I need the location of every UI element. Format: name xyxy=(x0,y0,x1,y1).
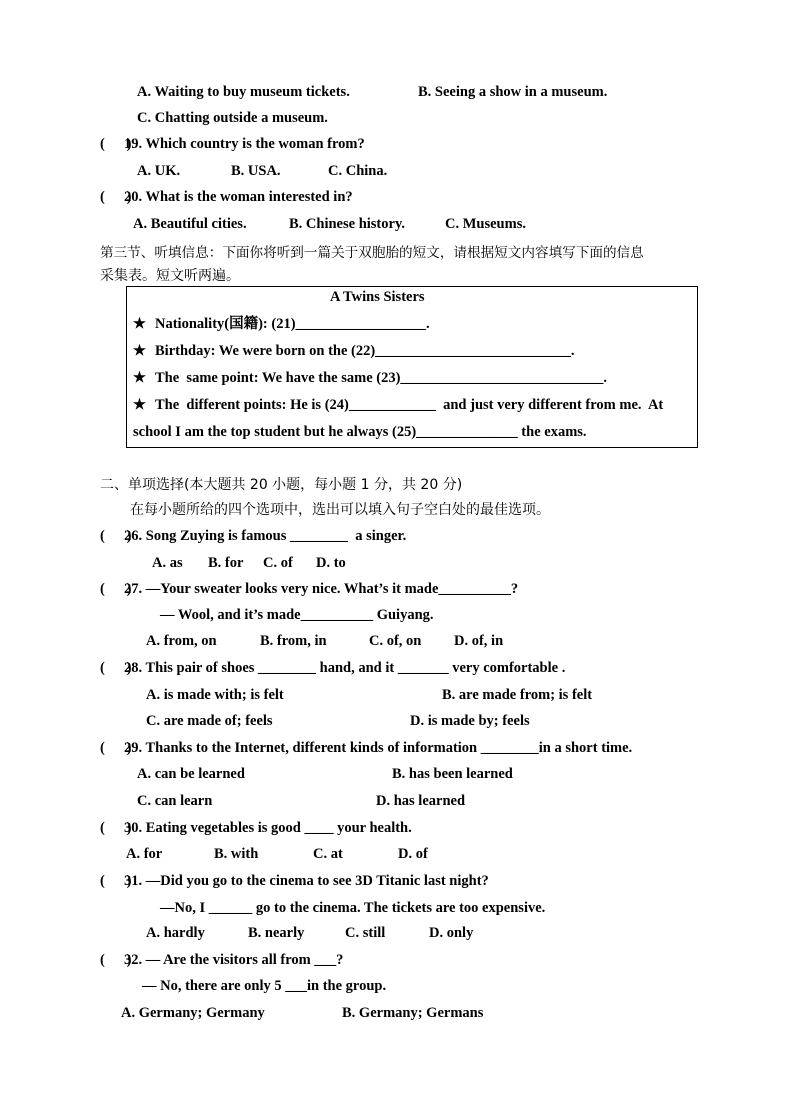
q27-option-a: A. from, on xyxy=(146,633,217,649)
q29-option-d: D. has learned xyxy=(376,793,466,809)
q30-option-a: A. for xyxy=(126,846,163,862)
q30-option-d: D. of xyxy=(398,846,428,862)
q18-option-a: A. Waiting to buy museum tickets. xyxy=(137,84,350,100)
q32-option-b: B. Germany; Germans xyxy=(342,1005,484,1021)
q19-stem: 19. Which country is the woman from? xyxy=(124,136,365,152)
q27-option-d: D. of, in xyxy=(454,633,504,649)
form-line-nationality: Nationality(国籍): (21)__________________. xyxy=(155,316,430,332)
q31-reply: —No, I ______ go to the cinema. The tickets are too expensive. xyxy=(160,900,546,916)
q29-option-a: A. can be learned xyxy=(137,766,245,782)
q28-option-d: D. is made by; feels xyxy=(410,713,530,729)
star-icon: ★ xyxy=(133,316,146,332)
form-line-school: school I am the top student but he always (25)______________ the exams. xyxy=(133,424,587,440)
q31-option-c: C. still xyxy=(345,925,386,941)
q26-option-d: D. to xyxy=(316,555,346,571)
q32-stem: 32. — Are the visitors all from ___? xyxy=(124,952,344,968)
q28-option-c: C. are made of; feels xyxy=(146,713,273,729)
q19-option-c: C. China. xyxy=(328,163,388,179)
q29-option-c: C. can learn xyxy=(137,793,213,809)
q18-option-b: B. Seeing a show in a museum. xyxy=(418,84,608,100)
q32-option-a: A. Germany; Germany xyxy=(121,1005,265,1021)
form-line-birthday: Birthday: We were born on the (22)___________________________. xyxy=(155,343,575,359)
q31-answer-blank[interactable]: ( ) xyxy=(100,873,132,889)
q18-option-c: C. Chatting outside a museum. xyxy=(137,110,328,126)
q29-option-b: B. has been learned xyxy=(392,766,513,782)
q20-option-c: C. Museums. xyxy=(445,216,526,232)
q27-stem: 27. —Your sweater looks very nice. What’s it made__________? xyxy=(124,581,519,597)
q29-stem: 29. Thanks to the Internet, different kinds of information ________in a short time. xyxy=(124,740,633,756)
q26-answer-blank[interactable]: ( ) xyxy=(100,528,132,544)
q29-answer-blank[interactable]: ( ) xyxy=(100,740,132,756)
part2-instruction: 在每小题所给的四个选项中，选出可以填入句子空白处的最佳选项。 xyxy=(130,502,550,518)
q20-answer-blank[interactable]: ( ) xyxy=(100,189,132,205)
q26-option-b: B. for xyxy=(208,555,244,571)
q20-option-b: B. Chinese history. xyxy=(289,216,406,232)
q27-reply: — Wool, and it’s made__________ Guiyang. xyxy=(160,607,434,623)
q30-answer-blank[interactable]: ( ) xyxy=(100,820,132,836)
q32-reply: — No, there are only 5 ___in the group. xyxy=(142,978,387,994)
q31-option-a: A. hardly xyxy=(146,925,205,941)
q28-answer-blank[interactable]: ( ) xyxy=(100,660,132,676)
q31-option-b: B. nearly xyxy=(248,925,305,941)
form-title: A Twins Sisters xyxy=(330,289,425,305)
section3-instruction-line1: 第三节、听填信息：下面你将听到一篇关于双胞胎的短文，请根据短文内容填写下面的信息 xyxy=(100,245,644,261)
q31-stem: 31. —Did you go to the cinema to see 3D Titanic last night? xyxy=(124,873,489,889)
q20-option-a: A. Beautiful cities. xyxy=(133,216,247,232)
form-line-same-point: The same point: We have the same (23)____________________________. xyxy=(155,370,608,386)
q30-option-b: B. with xyxy=(214,846,259,862)
q28-option-b: B. are made from; is felt xyxy=(442,687,593,703)
q30-stem: 30. Eating vegetables is good ____ your health. xyxy=(124,820,412,836)
q28-stem: 28. This pair of shoes ________ hand, and it _______ very comfortable . xyxy=(124,660,566,676)
q27-option-b: B. from, in xyxy=(260,633,327,649)
q27-answer-blank[interactable]: ( ) xyxy=(100,581,132,597)
q19-answer-blank[interactable]: ( ) xyxy=(100,136,132,152)
star-icon: ★ xyxy=(133,370,146,386)
q26-stem: 26. Song Zuying is famous ________ a singer. xyxy=(124,528,407,544)
q19-option-b: B. USA. xyxy=(231,163,281,179)
q20-stem: 20. What is the woman interested in? xyxy=(124,189,353,205)
q32-answer-blank[interactable]: ( ) xyxy=(100,952,132,968)
q26-option-c: C. of xyxy=(263,555,293,571)
q26-option-a: A. as xyxy=(152,555,183,571)
section3-instruction-line2: 采集表。短文听两遍。 xyxy=(100,268,240,284)
q31-option-d: D. only xyxy=(429,925,474,941)
part2-heading: 二、单项选择(本大题共 20 小题，每小题 1 分，共 20 分) xyxy=(100,477,463,493)
form-line-different-points: The different points: He is (24)____________ and just very different from me. At xyxy=(155,397,664,413)
star-icon: ★ xyxy=(133,397,146,413)
star-icon: ★ xyxy=(133,343,146,359)
q28-option-a: A. is made with; is felt xyxy=(146,687,284,703)
q30-option-c: C. at xyxy=(313,846,343,862)
q27-option-c: C. of, on xyxy=(369,633,422,649)
q19-option-a: A. UK. xyxy=(137,163,181,179)
